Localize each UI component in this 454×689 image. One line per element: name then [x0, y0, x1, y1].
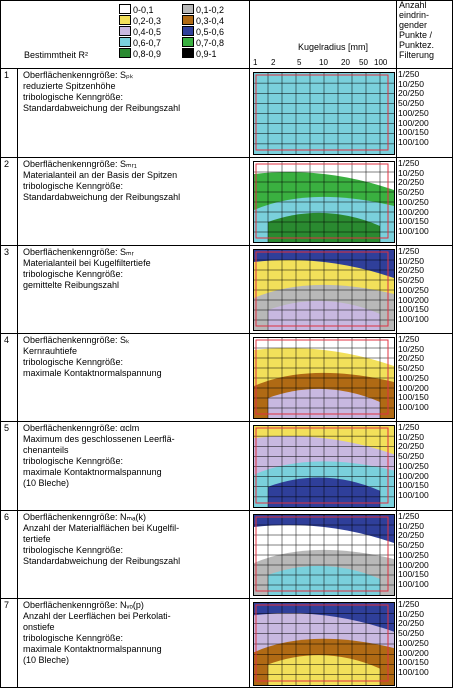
contour-map — [253, 514, 395, 596]
legend-swatch — [119, 48, 131, 58]
filter-label: 100/250 — [398, 372, 429, 383]
filter-label: 20/250 — [398, 88, 424, 99]
table-row — [0, 157, 453, 246]
description-line: Oberflächenkenngröße: Sₖ — [23, 335, 130, 345]
legend-label: 0-0,1 — [133, 5, 154, 15]
filter-label: 100/200 — [398, 382, 429, 393]
row-description — [23, 600, 248, 666]
contour-map — [253, 161, 395, 243]
description-line: Standardabweichung der Reibungszahl — [23, 103, 181, 113]
filter-label: 100/100 — [398, 489, 429, 500]
description-line: tribologische Kenngröße: — [23, 181, 124, 191]
legend-item — [182, 15, 224, 26]
filter-label: 20/250 — [398, 177, 424, 188]
legend-label: 0,9-1 — [196, 49, 217, 59]
table-header — [0, 0, 453, 69]
anzahl-header — [399, 0, 434, 60]
description-line: tribologische Kenngröße: — [23, 269, 124, 279]
legend-swatch — [182, 15, 194, 25]
filter-label: 100/150 — [398, 392, 429, 403]
filter-label: 10/250 — [398, 431, 424, 442]
row-description — [23, 423, 248, 489]
legend-item — [119, 4, 154, 15]
description-line: chenanteils — [23, 445, 69, 455]
filter-labels — [398, 600, 429, 678]
legend-item — [119, 48, 161, 59]
contour-map — [253, 72, 395, 155]
legend-label: 0,6-0,7 — [133, 38, 162, 48]
filter-label: 1/250 — [398, 158, 420, 168]
filter-labels — [398, 512, 429, 590]
description-line: tribologische Kenngröße: — [23, 633, 124, 643]
legend-item — [182, 26, 224, 37]
bestimmtheit-label: Bestimmtheit R² — [24, 50, 89, 60]
description-line: maximale Kontaktnormalspannung — [23, 644, 162, 654]
legend-swatch — [182, 4, 194, 14]
radius-tick: 1 — [253, 58, 258, 67]
filter-label: 100/150 — [398, 569, 429, 580]
row-number: 6 — [4, 512, 10, 522]
filter-label: 100/100 — [398, 313, 429, 324]
description-line: Anzahl der Leerflächen bei Perkolati- — [23, 611, 171, 621]
filter-label: 1/250 — [398, 422, 420, 432]
legend-item — [182, 48, 217, 59]
filter-label: 20/250 — [398, 618, 424, 629]
filter-labels — [398, 335, 429, 413]
filter-label: 10/250 — [398, 78, 424, 89]
legend-label: 0,2-0,3 — [133, 16, 162, 26]
description-line: Standardabweichung der Reibungszahl — [23, 556, 181, 566]
filter-label: 50/250 — [398, 363, 424, 374]
table-row — [0, 510, 453, 599]
filter-label: 100/250 — [398, 637, 429, 648]
filter-label: 100/150 — [398, 304, 429, 315]
filter-label: 50/250 — [398, 451, 424, 462]
radius-tick: 5 — [297, 58, 302, 67]
description-line: Materialanteil an der Basis der Spitzen — [23, 170, 178, 180]
description-line: Materialanteil bei Kugelfiltertiefe — [23, 258, 151, 268]
description-line: Oberflächenkenngröße: Sₘᵣ₁ — [23, 159, 137, 169]
description-line: onstiefe — [23, 622, 55, 632]
filter-label: 100/100 — [398, 666, 429, 677]
filter-labels — [398, 159, 429, 237]
filter-labels — [398, 247, 429, 325]
legend-item — [182, 4, 224, 15]
contour-map — [253, 602, 395, 686]
filter-label: 100/100 — [398, 401, 429, 412]
radius-tick: 20 — [341, 58, 350, 67]
row-number: 5 — [4, 423, 10, 433]
legend-swatch — [182, 37, 194, 47]
legend-swatch — [119, 4, 131, 14]
filter-label: 100/200 — [398, 294, 429, 305]
filter-label: 100/250 — [398, 549, 429, 560]
filter-label: 50/250 — [398, 98, 424, 109]
filter-label: 20/250 — [398, 353, 424, 364]
filter-label: 1/250 — [398, 599, 420, 609]
description-line: Oberflächenkenngröße: Sₘᵣ — [23, 247, 134, 257]
row-description — [23, 70, 248, 114]
row-description — [23, 512, 248, 567]
contour-map — [253, 425, 395, 508]
legend-item — [119, 37, 161, 48]
anzahl-line: eindrin- — [399, 10, 430, 20]
filter-label: 10/250 — [398, 167, 424, 178]
filter-label: 10/250 — [398, 255, 424, 266]
table-row — [0, 245, 453, 334]
row-number: 4 — [4, 335, 10, 345]
description-line: gemittelte Reibungszahl — [23, 280, 120, 290]
contour-map — [253, 249, 395, 331]
filter-label: 1/250 — [398, 334, 420, 344]
filter-label: 10/250 — [398, 520, 424, 531]
filter-label: 100/100 — [398, 136, 429, 147]
table-row — [0, 333, 453, 422]
legend-label: 0,7-0,8 — [196, 38, 225, 48]
filter-label: 100/100 — [398, 225, 429, 236]
filter-labels — [398, 70, 429, 148]
filter-label: 50/250 — [398, 540, 424, 551]
filter-label: 100/200 — [398, 559, 429, 570]
anzahl-line: Punktez. — [399, 40, 435, 50]
anzahl-line: Filterung — [399, 50, 435, 60]
description-line: Oberflächenkenngröße: Nᵥₒ(p) — [23, 600, 144, 610]
filter-label: 100/200 — [398, 117, 429, 128]
description-line: tribologische Kenngröße: — [23, 357, 124, 367]
filter-label: 100/250 — [398, 284, 429, 295]
filter-label: 100/250 — [398, 196, 429, 207]
legend-swatch — [119, 37, 131, 47]
description-line: Oberflächenkenngröße: αclm — [23, 423, 140, 433]
filter-label: 50/250 — [398, 628, 424, 639]
radius-tick: 10 — [319, 58, 328, 67]
description-line: tribologische Kenngröße: — [23, 456, 124, 466]
legend-swatch — [119, 15, 131, 25]
filter-label: 20/250 — [398, 441, 424, 452]
legend-swatch — [182, 48, 194, 58]
filter-label: 1/250 — [398, 511, 420, 521]
filter-label: 20/250 — [398, 530, 424, 541]
legend-swatch — [119, 26, 131, 36]
legend-swatch — [182, 26, 194, 36]
filter-label: 100/150 — [398, 480, 429, 491]
row-description — [23, 247, 248, 291]
description-line: Maximum des geschlossenen Leerflä- — [23, 434, 175, 444]
filter-label: 100/250 — [398, 460, 429, 471]
row-number: 2 — [4, 159, 10, 169]
contour-map — [253, 337, 395, 419]
row-description — [23, 335, 248, 379]
legend-item — [119, 26, 161, 37]
filter-label: 100/150 — [398, 657, 429, 668]
description-line: reduzierte Spitzenhöhe — [23, 81, 116, 91]
anzahl-line: Punkte / — [399, 30, 433, 40]
description-line: Oberflächenkenngröße: Sₚₖ — [23, 70, 134, 80]
filter-label: 10/250 — [398, 608, 424, 619]
description-line: Kernrauhtiefe — [23, 346, 78, 356]
table-row — [0, 598, 453, 688]
filter-label: 100/250 — [398, 107, 429, 118]
anzahl-line: Anzahl — [399, 0, 427, 10]
description-line: Oberflächenkenngröße: Nₘₐ(k) — [23, 512, 147, 522]
description-line: Anzahl der Materialflächen bei Kugelfil- — [23, 523, 180, 533]
row-number: 1 — [4, 70, 10, 80]
legend-label: 0,8-0,9 — [133, 49, 162, 59]
radius-tick: 50 — [359, 58, 368, 67]
description-line: (10 Bleche) — [23, 655, 70, 665]
filter-label: 100/100 — [398, 578, 429, 589]
legend-label: 0,4-0,5 — [133, 27, 162, 37]
filter-label: 100/200 — [398, 647, 429, 658]
radius-tick: 2 — [271, 58, 276, 67]
filter-label: 1/250 — [398, 246, 420, 256]
row-number: 7 — [4, 600, 10, 610]
description-line: maximale Kontaktnormalspannung — [23, 368, 162, 378]
description-line: tribologische Kenngröße: — [23, 545, 124, 555]
anzahl-line: gender — [399, 20, 428, 30]
filter-label: 50/250 — [398, 187, 424, 198]
description-line: Standardabweichung der Reibungszahl — [23, 192, 181, 202]
table-row — [0, 421, 453, 511]
legend-label: 0,5-0,6 — [196, 27, 225, 37]
row-number: 3 — [4, 247, 10, 257]
row-description — [23, 159, 248, 203]
description-line: (10 Bleche) — [23, 478, 70, 488]
description-line: tertiefe — [23, 534, 51, 544]
filter-label: 20/250 — [398, 265, 424, 276]
filter-labels — [398, 423, 429, 501]
filter-label: 100/150 — [398, 216, 429, 227]
kugelradius-label: Kugelradius [mm] — [298, 42, 369, 52]
description-line: maximale Kontaktnormalspannung — [23, 467, 162, 477]
legend-label: 0,3-0,4 — [196, 16, 225, 26]
filter-label: 100/150 — [398, 127, 429, 138]
filter-label: 50/250 — [398, 275, 424, 286]
filter-label: 10/250 — [398, 343, 424, 354]
legend-label: 0,1-0,2 — [196, 5, 225, 15]
description-line: tribologische Kenngröße: — [23, 92, 124, 102]
filter-label: 100/200 — [398, 470, 429, 481]
filter-label: 100/200 — [398, 206, 429, 217]
legend-item — [182, 37, 224, 48]
legend-item — [119, 15, 161, 26]
table-row — [0, 68, 453, 158]
filter-label: 1/250 — [398, 69, 420, 79]
radius-tick: 100 — [374, 58, 388, 67]
